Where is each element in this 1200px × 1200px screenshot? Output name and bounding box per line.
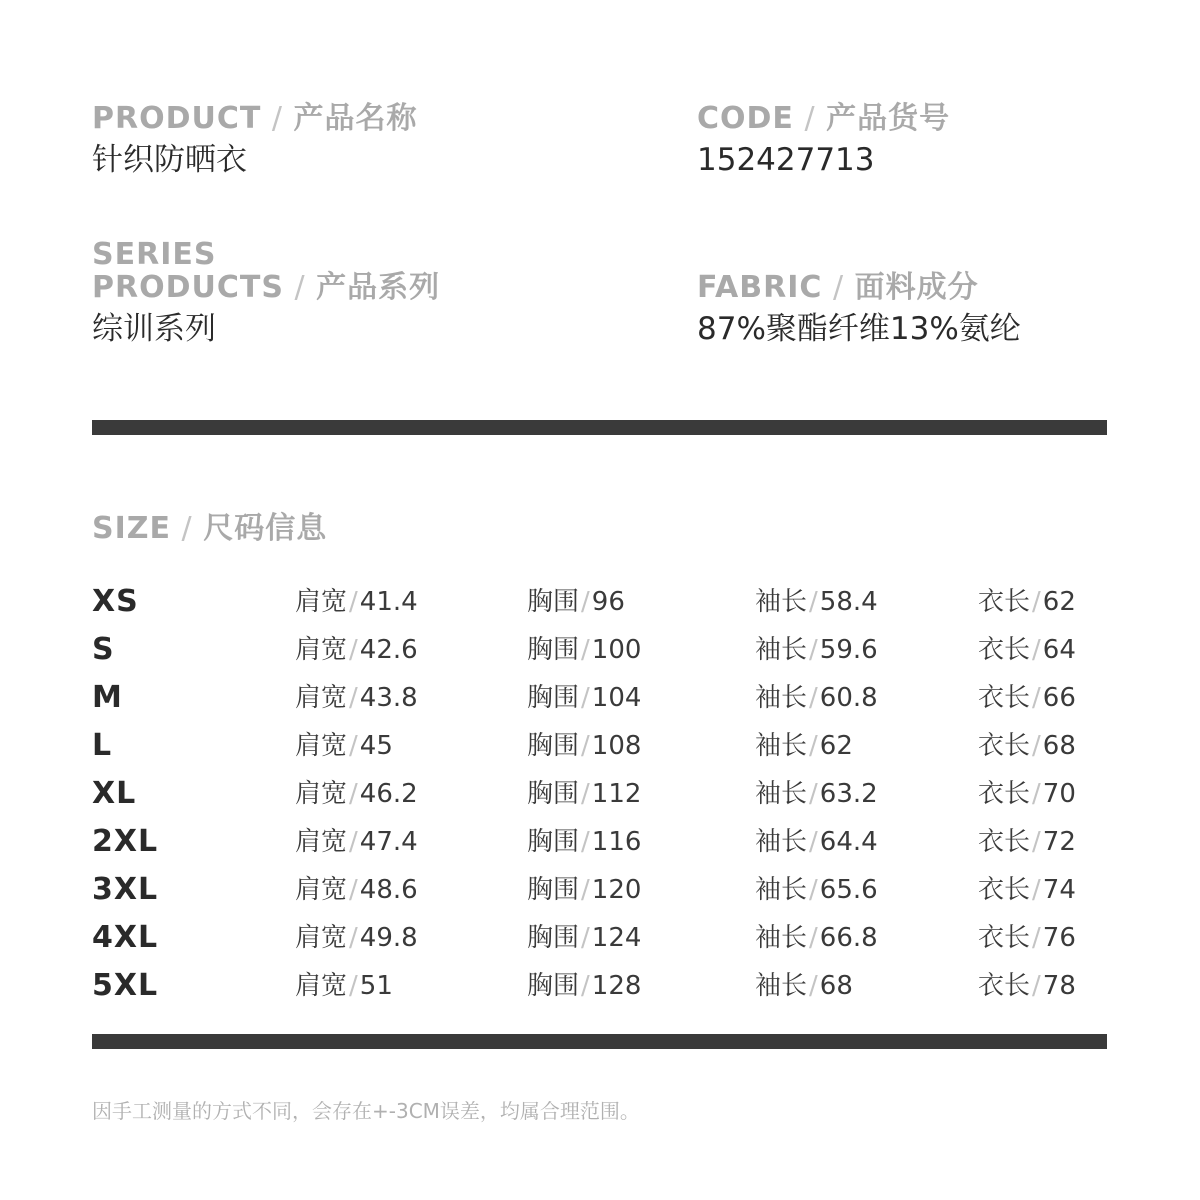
fabric-label [697,272,979,304]
shoulder-value: 47.4 [359,827,418,857]
slash-separator: / [349,971,358,1001]
slash-separator: / [349,683,358,713]
length-value: 62 [1042,587,1076,617]
shoulder-label: 肩宽 [295,731,348,761]
length-label: 衣长 [978,971,1031,1001]
sleeve-label: 袖长 [755,587,808,617]
sleeve-value: 68 [819,971,853,1001]
slash-separator: / [349,731,358,761]
product-value: 针织防晒衣 [92,142,247,178]
chest-label: 胸围 [527,827,580,857]
slash-separator: / [1032,587,1041,617]
shoulder-label: 肩宽 [295,779,348,809]
label-separator: / [261,101,294,136]
chest-cell [527,873,641,907]
chest-cell [527,681,641,715]
shoulder-label: 肩宽 [295,587,348,617]
slash-separator: / [581,971,590,1001]
slash-separator: / [349,779,358,809]
sleeve-label: 袖长 [755,731,808,761]
slash-separator: / [349,587,358,617]
shoulder-value: 51 [359,971,393,1001]
size-row [0,729,1200,763]
series-label-line1: SERIES [92,237,217,272]
label-separator: / [822,270,855,305]
shoulder-label: 肩宽 [295,923,348,953]
slash-separator: / [1032,683,1041,713]
sleeve-cell [755,825,878,859]
size-row [0,585,1200,619]
sleeve-label: 袖长 [755,923,808,953]
divider-bottom [92,1034,1107,1049]
chest-value: 120 [591,875,642,905]
product-label [92,103,418,135]
slash-separator: / [349,827,358,857]
shoulder-label: 肩宽 [295,635,348,665]
length-value: 74 [1042,875,1076,905]
size-label: XS [92,584,139,619]
series-value: 综训系列 [92,311,216,347]
sleeve-cell [755,921,878,955]
chest-value: 112 [591,779,642,809]
series-label-en: PRODUCTS [92,270,284,305]
chest-label: 胸围 [527,971,580,1001]
slash-separator: / [581,923,590,953]
shoulder-cell [295,873,418,907]
length-label: 衣长 [978,587,1031,617]
sleeve-cell [755,777,878,811]
size-section-label [92,513,327,545]
series-label [92,272,440,304]
code-label-cn: 产品货号 [826,101,951,136]
chest-value: 104 [591,683,642,713]
size-row [0,921,1200,955]
slash-separator: / [809,875,818,905]
sleeve-label: 袖长 [755,875,808,905]
sleeve-label: 袖长 [755,971,808,1001]
sleeve-cell [755,681,878,715]
shoulder-value: 49.8 [359,923,418,953]
slash-separator: / [1032,779,1041,809]
slash-separator: / [809,587,818,617]
length-cell [978,585,1076,619]
slash-separator: / [809,635,818,665]
chest-label: 胸围 [527,635,580,665]
size-label: XL [92,776,137,811]
length-label: 衣长 [978,875,1031,905]
shoulder-cell [295,633,418,667]
chest-label: 胸围 [527,875,580,905]
slash-separator: / [349,875,358,905]
chest-value: 96 [591,587,625,617]
size-label: L [92,728,113,763]
slash-separator: / [809,779,818,809]
sleeve-label: 袖长 [755,635,808,665]
shoulder-label: 肩宽 [295,875,348,905]
size-label: M [92,680,123,715]
length-label: 衣长 [978,779,1031,809]
shoulder-cell [295,729,393,763]
label-separator: / [283,270,317,305]
length-label: 衣长 [978,827,1031,857]
shoulder-cell [295,825,418,859]
slash-separator: / [1032,827,1041,857]
sleeve-cell [755,873,878,907]
label-separator: / [171,511,204,546]
product-label-cn: 产品名称 [293,101,418,136]
shoulder-cell [295,681,418,715]
shoulder-value: 42.6 [359,635,418,665]
fabric-label-en: FABRIC [697,270,823,305]
shoulder-value: 45 [359,731,393,761]
slash-separator: / [1032,971,1041,1001]
slash-separator: / [581,587,590,617]
chest-label: 胸围 [527,731,580,761]
slash-separator: / [581,683,590,713]
sleeve-value: 66.8 [819,923,878,953]
size-row [0,633,1200,667]
size-row [0,777,1200,811]
slash-separator: / [349,635,358,665]
slash-separator: / [581,635,590,665]
length-value: 70 [1042,779,1076,809]
shoulder-cell [295,921,418,955]
size-label-cn: 尺码信息 [203,511,328,546]
sleeve-value: 59.6 [819,635,878,665]
slash-separator: / [809,827,818,857]
chest-cell [527,969,641,1003]
sleeve-value: 62 [819,731,853,761]
slash-separator: / [1032,635,1041,665]
fabric-label-cn: 面料成分 [854,270,979,305]
chest-cell [527,825,641,859]
slash-separator: / [809,683,818,713]
chest-label: 胸围 [527,923,580,953]
length-cell [978,825,1076,859]
length-cell [978,873,1076,907]
chest-value: 128 [591,971,642,1001]
length-cell [978,633,1076,667]
code-value: 152427713 [697,142,875,178]
chest-cell [527,729,641,763]
length-cell [978,729,1076,763]
size-row [0,873,1200,907]
chest-cell [527,585,625,619]
shoulder-value: 41.4 [359,587,418,617]
length-label: 衣长 [978,731,1031,761]
shoulder-cell [295,777,418,811]
sleeve-value: 64.4 [819,827,878,857]
length-value: 78 [1042,971,1076,1001]
slash-separator: / [809,731,818,761]
shoulder-cell [295,585,418,619]
length-cell [978,681,1076,715]
divider-top [92,420,1107,435]
sleeve-label: 袖长 [755,779,808,809]
length-value: 68 [1042,731,1076,761]
shoulder-value: 43.8 [359,683,418,713]
size-label: 3XL [92,872,159,907]
code-label [697,103,950,135]
sleeve-value: 60.8 [819,683,878,713]
size-label: S [92,632,115,667]
chest-label: 胸围 [527,779,580,809]
chest-value: 100 [591,635,642,665]
shoulder-value: 46.2 [359,779,418,809]
slash-separator: / [581,779,590,809]
slash-separator: / [349,923,358,953]
size-row [0,825,1200,859]
length-label: 衣长 [978,683,1031,713]
sleeve-cell [755,633,878,667]
length-value: 76 [1042,923,1076,953]
slash-separator: / [581,827,590,857]
slash-separator: / [581,875,590,905]
length-value: 66 [1042,683,1076,713]
slash-separator: / [809,971,818,1001]
slash-separator: / [1032,875,1041,905]
length-value: 72 [1042,827,1076,857]
shoulder-label: 肩宽 [295,971,348,1001]
chest-label: 胸围 [527,683,580,713]
shoulder-label: 肩宽 [295,683,348,713]
length-cell [978,969,1076,1003]
sleeve-value: 63.2 [819,779,878,809]
series-label-cn: 产品系列 [316,270,441,305]
length-cell [978,921,1076,955]
size-row [0,681,1200,715]
length-cell [978,777,1076,811]
measurement-note: 因手工测量的方式不同，会存在+-3CM误差，均属合理范围。 [92,1099,640,1123]
slash-separator: / [809,923,818,953]
size-label: 4XL [92,920,159,955]
chest-value: 124 [591,923,642,953]
size-row [0,969,1200,1003]
sleeve-cell [755,969,853,1003]
sleeve-cell [755,585,878,619]
length-label: 衣长 [978,635,1031,665]
shoulder-value: 48.6 [359,875,418,905]
chest-label: 胸围 [527,587,580,617]
sleeve-label: 袖长 [755,827,808,857]
length-value: 64 [1042,635,1076,665]
sleeve-value: 58.4 [819,587,878,617]
fabric-value: 87%聚酯纤维13%氨纶 [697,311,1021,347]
shoulder-cell [295,969,393,1003]
shoulder-label: 肩宽 [295,827,348,857]
size-label: 5XL [92,968,159,1003]
product-label-en: PRODUCT [92,101,262,136]
size-label: 2XL [92,824,159,859]
sleeve-label: 袖长 [755,683,808,713]
length-label: 衣长 [978,923,1031,953]
chest-cell [527,777,641,811]
size-label-en: SIZE [92,511,172,546]
chest-value: 108 [591,731,642,761]
chest-cell [527,633,641,667]
slash-separator: / [1032,731,1041,761]
sleeve-value: 65.6 [819,875,878,905]
code-label-en: CODE [697,101,794,136]
chest-value: 116 [591,827,642,857]
slash-separator: / [581,731,590,761]
slash-separator: / [1032,923,1041,953]
sleeve-cell [755,729,853,763]
label-separator: / [793,101,827,136]
chest-cell [527,921,641,955]
